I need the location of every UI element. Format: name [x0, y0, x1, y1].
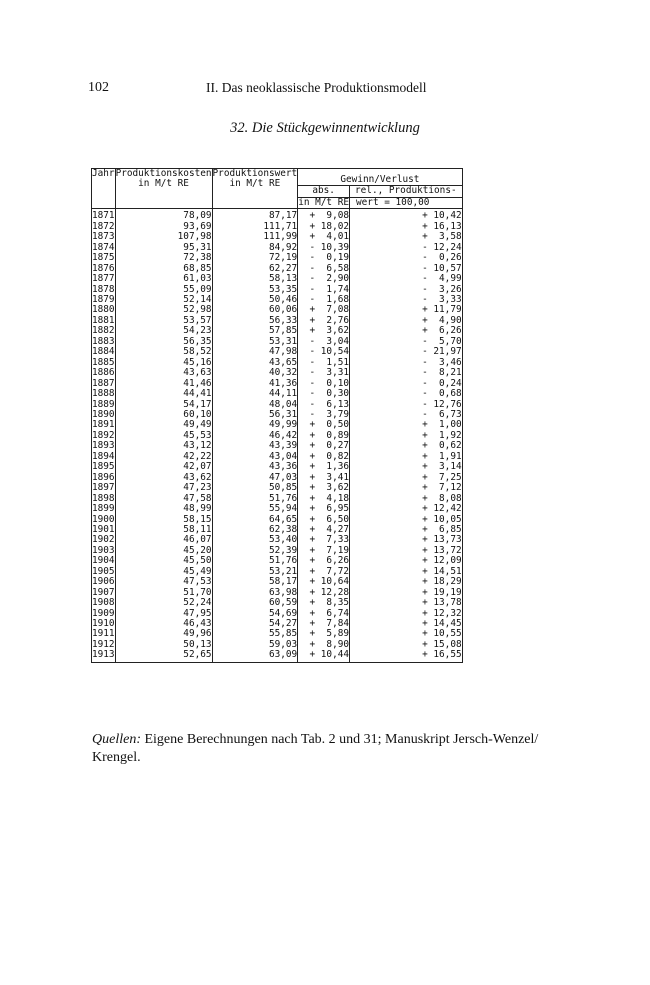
- cell-production-value: 58,17: [212, 577, 298, 587]
- cell-gain-relative: + 6,26: [350, 326, 463, 336]
- cell-year: 1892: [92, 429, 115, 441]
- cell-production-value: 64,65: [212, 515, 298, 525]
- header-relative-line2: wert = 100,00: [350, 197, 463, 208]
- cell-gain-relative: + 10,55: [350, 629, 463, 639]
- cell-year: 1899: [92, 503, 115, 515]
- cell-production-cost: 51,70: [115, 588, 212, 598]
- cell-gain-relative: + 0,62: [350, 441, 463, 451]
- cell-gain-relative: - 0,68: [350, 389, 463, 399]
- cell-gain-absolute: + 6,95: [298, 504, 350, 514]
- cell-production-value: 46,42: [212, 431, 298, 441]
- cell-production-cost: 42,22: [115, 452, 212, 462]
- cell-gain-relative: + 16,55: [350, 650, 463, 662]
- cell-production-cost: 43,62: [115, 473, 212, 483]
- cell-gain-absolute: + 6,26: [298, 556, 350, 566]
- header-production-cost-line1: Produktionskosten: [115, 168, 212, 179]
- cell-production-value: 55,94: [212, 504, 298, 514]
- cell-production-value: 111,99: [212, 232, 298, 242]
- cell-production-value: 84,92: [212, 243, 298, 253]
- cell-production-value: 63,09: [212, 650, 298, 662]
- cell-gain-absolute: + 7,72: [298, 567, 350, 577]
- cell-year: 1897: [92, 482, 115, 494]
- cell-gain-absolute: + 7,33: [298, 535, 350, 545]
- cell-production-cost: 49,49: [115, 420, 212, 430]
- cell-production-cost: 107,98: [115, 232, 212, 242]
- cell-production-value: 63,98: [212, 588, 298, 598]
- cell-gain-relative: + 12,09: [350, 556, 463, 566]
- cell-year: 1888: [92, 388, 115, 400]
- cell-production-value: 58,13: [212, 274, 298, 284]
- cell-production-cost: 45,20: [115, 546, 212, 556]
- cell-gain-relative: - 10,57: [350, 264, 463, 274]
- cell-year: 1882: [92, 325, 115, 337]
- cell-production-value: 60,06: [212, 305, 298, 315]
- cell-gain-absolute: + 0,89: [298, 431, 350, 441]
- cell-production-value: 53,35: [212, 285, 298, 295]
- header-production-cost: [115, 169, 212, 209]
- cell-production-value: 59,03: [212, 640, 298, 650]
- cell-year: 1898: [92, 492, 115, 504]
- cell-production-value: 41,36: [212, 379, 298, 389]
- cell-year: 1904: [92, 555, 115, 567]
- cell-year: 1889: [92, 398, 115, 410]
- cell-year: 1913: [92, 649, 115, 661]
- header-gain-loss: Gewinn/Verlust: [298, 169, 462, 186]
- cell-year: 1887: [92, 377, 115, 389]
- cell-gain-absolute: + 0,82: [298, 452, 350, 462]
- cell-production-value: 43,65: [212, 358, 298, 368]
- cell-production-cost: 47,95: [115, 609, 212, 619]
- cell-gain-relative: - 0,24: [350, 379, 463, 389]
- cell-production-cost: 95,31: [115, 243, 212, 253]
- cell-production-cost: 93,69: [115, 222, 212, 232]
- cell-gain-absolute: + 4,18: [298, 494, 350, 504]
- cell-production-value: 47,98: [212, 347, 298, 357]
- cell-year: 1885: [92, 356, 115, 368]
- cell-gain-absolute: + 0,27: [298, 441, 350, 451]
- cell-gain-relative: + 14,45: [350, 619, 463, 629]
- cell-production-cost: 58,11: [115, 525, 212, 535]
- cell-year: 1872: [92, 220, 115, 232]
- cell-gain-absolute: - 10,54: [298, 347, 350, 357]
- cell-gain-absolute: - 6,13: [298, 400, 350, 410]
- cell-production-cost: 43,63: [115, 368, 212, 378]
- cell-gain-relative: + 7,12: [350, 483, 463, 493]
- cell-year: 1873: [92, 231, 115, 243]
- cell-production-cost: 45,53: [115, 431, 212, 441]
- sources-text: Eigene Berechnungen nach Tab. 2 und 31; Manuskript Jersch-Wenzel/ Krengel.: [92, 732, 539, 765]
- cell-production-cost: 45,49: [115, 567, 212, 577]
- cell-year: 1876: [92, 262, 115, 274]
- cell-year: 1878: [92, 283, 115, 295]
- cell-gain-relative: + 1,91: [350, 452, 463, 462]
- cell-year: 1895: [92, 461, 115, 473]
- cell-gain-absolute: + 1,36: [298, 462, 350, 472]
- cell-production-value: 43,36: [212, 462, 298, 472]
- cell-year: 1906: [92, 576, 115, 588]
- cell-production-value: 87,17: [212, 209, 298, 222]
- cell-production-cost: 58,15: [115, 515, 212, 525]
- cell-gain-relative: - 3,26: [350, 285, 463, 295]
- cell-production-cost: 68,85: [115, 264, 212, 274]
- running-header: II. Das neoklassische Produktionsmodell: [206, 80, 427, 95]
- cell-gain-absolute: + 7,08: [298, 305, 350, 315]
- cell-production-cost: 54,23: [115, 326, 212, 336]
- cell-production-cost: 46,07: [115, 535, 212, 545]
- cell-gain-relative: - 8,21: [350, 368, 463, 378]
- cell-year: 1896: [92, 471, 115, 483]
- cell-gain-absolute: + 18,02: [298, 222, 350, 232]
- cell-gain-absolute: + 10,64: [298, 577, 350, 587]
- cell-gain-absolute: - 1,74: [298, 285, 350, 295]
- header-absolute-line1: abs.: [298, 186, 350, 197]
- cell-gain-relative: + 6,85: [350, 525, 463, 535]
- cell-production-cost: 58,52: [115, 347, 212, 357]
- cell-production-cost: 56,35: [115, 337, 212, 347]
- cell-year: 1879: [92, 293, 115, 305]
- table-row: [92, 504, 463, 514]
- cell-gain-absolute: - 10,39: [298, 243, 350, 253]
- cell-production-value: 55,85: [212, 629, 298, 639]
- cell-gain-relative: + 1,00: [350, 420, 463, 430]
- cell-gain-relative: - 0,26: [350, 253, 463, 263]
- sources-note: [92, 731, 562, 766]
- cell-production-cost: 41,46: [115, 379, 212, 389]
- cell-gain-relative: + 14,51: [350, 567, 463, 577]
- cell-gain-relative: + 12,42: [350, 504, 463, 514]
- cell-production-value: 56,31: [212, 410, 298, 420]
- cell-year: 1884: [92, 346, 115, 358]
- cell-production-value: 53,31: [212, 337, 298, 347]
- cell-production-cost: 47,58: [115, 494, 212, 504]
- cell-gain-absolute: - 3,31: [298, 368, 350, 378]
- cell-production-cost: 42,07: [115, 462, 212, 472]
- cell-gain-absolute: + 9,08: [298, 209, 350, 222]
- cell-production-cost: 50,13: [115, 640, 212, 650]
- cell-production-value: 51,76: [212, 494, 298, 504]
- cell-production-cost: 44,41: [115, 389, 212, 399]
- cell-production-value: 62,27: [212, 264, 298, 274]
- cell-production-value: 43,04: [212, 452, 298, 462]
- cell-year: 1912: [92, 638, 115, 650]
- cell-gain-relative: - 4,99: [350, 274, 463, 284]
- cell-gain-relative: + 13,73: [350, 535, 463, 545]
- cell-production-value: 62,38: [212, 525, 298, 535]
- cell-gain-relative: + 19,19: [350, 588, 463, 598]
- cell-gain-relative: - 5,70: [350, 337, 463, 347]
- cell-production-value: 54,69: [212, 609, 298, 619]
- cell-gain-relative: + 13,78: [350, 598, 463, 608]
- cell-production-cost: 47,23: [115, 483, 212, 493]
- cell-gain-absolute: + 6,50: [298, 515, 350, 525]
- table-body: [92, 209, 463, 662]
- cell-gain-relative: - 3,33: [350, 295, 463, 305]
- cell-production-cost: 49,96: [115, 629, 212, 639]
- cell-production-value: 43,39: [212, 441, 298, 451]
- cell-gain-relative: + 10,42: [350, 209, 463, 222]
- cell-gain-relative: - 6,73: [350, 410, 463, 420]
- header-production-cost-line2: in M/t RE: [138, 178, 189, 190]
- cell-gain-relative: + 3,14: [350, 462, 463, 472]
- cell-production-cost: 61,03: [115, 274, 212, 284]
- cell-year: 1880: [92, 304, 115, 316]
- cell-gain-absolute: + 0,50: [298, 420, 350, 430]
- cell-year: 1902: [92, 534, 115, 546]
- header-relative-line1: rel., Produktions-: [350, 186, 463, 197]
- cell-production-cost: 52,98: [115, 305, 212, 315]
- cell-year: 1911: [92, 628, 115, 640]
- cell-gain-absolute: - 0,10: [298, 379, 350, 389]
- cell-production-value: 52,39: [212, 546, 298, 556]
- cell-production-cost: 52,24: [115, 598, 212, 608]
- cell-year: 1881: [92, 314, 115, 326]
- cell-gain-absolute: + 7,84: [298, 619, 350, 629]
- cell-production-value: 44,11: [212, 389, 298, 399]
- cell-production-value: 57,85: [212, 326, 298, 336]
- cell-gain-relative: + 7,25: [350, 473, 463, 483]
- sources-label: Quellen:: [92, 732, 141, 747]
- header-production-value-line2: in M/t RE: [229, 178, 281, 190]
- cell-production-value: 50,46: [212, 295, 298, 305]
- cell-gain-absolute: - 3,04: [298, 337, 350, 347]
- cell-gain-relative: + 16,13: [350, 222, 463, 232]
- cell-gain-relative: + 11,79: [350, 305, 463, 315]
- cell-gain-relative: + 1,92: [350, 431, 463, 441]
- cell-gain-relative: + 12,32: [350, 609, 463, 619]
- cell-year: 1891: [92, 419, 115, 431]
- cell-production-cost: 45,16: [115, 358, 212, 368]
- cell-gain-absolute: + 5,89: [298, 629, 350, 639]
- cell-production-cost: 52,14: [115, 295, 212, 305]
- cell-gain-relative: + 3,58: [350, 232, 463, 242]
- cell-gain-absolute: - 1,51: [298, 358, 350, 368]
- header-absolute-line2: in M/t RE: [298, 196, 350, 208]
- cell-year: 1905: [92, 565, 115, 577]
- cell-production-value: 47,03: [212, 473, 298, 483]
- data-table: [91, 168, 463, 663]
- cell-year: 1900: [92, 513, 115, 525]
- cell-gain-relative: + 13,72: [350, 546, 463, 556]
- cell-gain-relative: + 4,90: [350, 316, 463, 326]
- cell-production-cost: 52,65: [115, 650, 212, 662]
- cell-gain-relative: - 21,97: [350, 347, 463, 357]
- cell-year: 1886: [92, 367, 115, 379]
- cell-production-value: 48,04: [212, 400, 298, 410]
- cell-gain-absolute: - 1,68: [298, 295, 350, 305]
- cell-production-value: 72,19: [212, 253, 298, 263]
- cell-production-cost: 54,17: [115, 400, 212, 410]
- cell-gain-absolute: + 3,62: [298, 483, 350, 493]
- cell-production-value: 53,21: [212, 567, 298, 577]
- cell-production-value: 40,32: [212, 368, 298, 378]
- table-row: [92, 389, 463, 399]
- cell-gain-relative: + 18,29: [350, 577, 463, 587]
- cell-year: 1909: [92, 607, 115, 619]
- cell-production-cost: 48,99: [115, 504, 212, 514]
- cell-production-value: 56,33: [212, 316, 298, 326]
- cell-year: 1908: [92, 597, 115, 609]
- cell-gain-relative: - 12,24: [350, 243, 463, 253]
- cell-production-value: 51,76: [212, 556, 298, 566]
- table-row: [92, 209, 463, 222]
- cell-gain-absolute: + 12,28: [298, 588, 350, 598]
- cell-gain-absolute: + 7,19: [298, 546, 350, 556]
- header-production-value: [212, 169, 298, 209]
- cell-production-value: 53,40: [212, 535, 298, 545]
- cell-gain-absolute: - 2,90: [298, 274, 350, 284]
- cell-production-cost: 60,10: [115, 410, 212, 420]
- cell-gain-absolute: + 8,90: [298, 640, 350, 650]
- cell-year: 1894: [92, 450, 115, 462]
- cell-year: 1875: [92, 252, 115, 264]
- cell-year: 1907: [92, 586, 115, 598]
- cell-gain-absolute: + 3,41: [298, 473, 350, 483]
- cell-gain-absolute: + 4,27: [298, 525, 350, 535]
- cell-production-value: 49,99: [212, 420, 298, 430]
- header-year: Jahr: [92, 169, 116, 209]
- cell-year: 1893: [92, 440, 115, 452]
- cell-production-cost: 45,50: [115, 556, 212, 566]
- cell-production-cost: 72,38: [115, 253, 212, 263]
- cell-gain-relative: + 15,08: [350, 640, 463, 650]
- cell-gain-relative: - 12,76: [350, 400, 463, 410]
- cell-gain-absolute: + 8,35: [298, 598, 350, 608]
- cell-gain-relative: + 8,08: [350, 494, 463, 504]
- table-row: [92, 274, 463, 284]
- data-table-container: [91, 168, 463, 663]
- cell-gain-absolute: - 3,79: [298, 410, 350, 420]
- cell-gain-relative: + 10,05: [350, 515, 463, 525]
- cell-production-value: 60,59: [212, 598, 298, 608]
- cell-production-cost: 53,57: [115, 316, 212, 326]
- cell-gain-absolute: + 2,76: [298, 316, 350, 326]
- cell-production-value: 50,85: [212, 483, 298, 493]
- cell-year: 1901: [92, 523, 115, 535]
- cell-year: 1871: [92, 210, 115, 222]
- cell-year: 1877: [92, 273, 115, 285]
- header-production-value-line1: Produktionswert: [212, 168, 298, 179]
- cell-production-cost: 43,12: [115, 441, 212, 451]
- cell-production-cost: 55,09: [115, 285, 212, 295]
- table-row: [92, 598, 463, 608]
- cell-year: 1883: [92, 335, 115, 347]
- cell-year: 1890: [92, 408, 115, 420]
- cell-gain-absolute: - 6,58: [298, 264, 350, 274]
- cell-year: 1874: [92, 241, 115, 253]
- cell-production-value: 54,27: [212, 619, 298, 629]
- cell-year: 1910: [92, 618, 115, 630]
- cell-gain-absolute: + 10,44: [298, 650, 350, 662]
- cell-gain-absolute: + 3,62: [298, 326, 350, 336]
- cell-production-value: 111,71: [212, 222, 298, 232]
- cell-gain-absolute: - 0,30: [298, 389, 350, 399]
- cell-gain-relative: - 3,46: [350, 358, 463, 368]
- cell-gain-absolute: + 4,01: [298, 232, 350, 242]
- table-row: [92, 650, 463, 662]
- cell-production-cost: 47,53: [115, 577, 212, 587]
- table-caption: 32. Die Stückgewinnentwicklung: [230, 120, 420, 136]
- cell-year: 1903: [92, 544, 115, 556]
- cell-production-cost: 46,43: [115, 619, 212, 629]
- cell-gain-absolute: - 0,19: [298, 253, 350, 263]
- cell-production-cost: 78,09: [115, 209, 212, 222]
- page-number: 102: [88, 80, 109, 95]
- cell-gain-absolute: + 6,74: [298, 609, 350, 619]
